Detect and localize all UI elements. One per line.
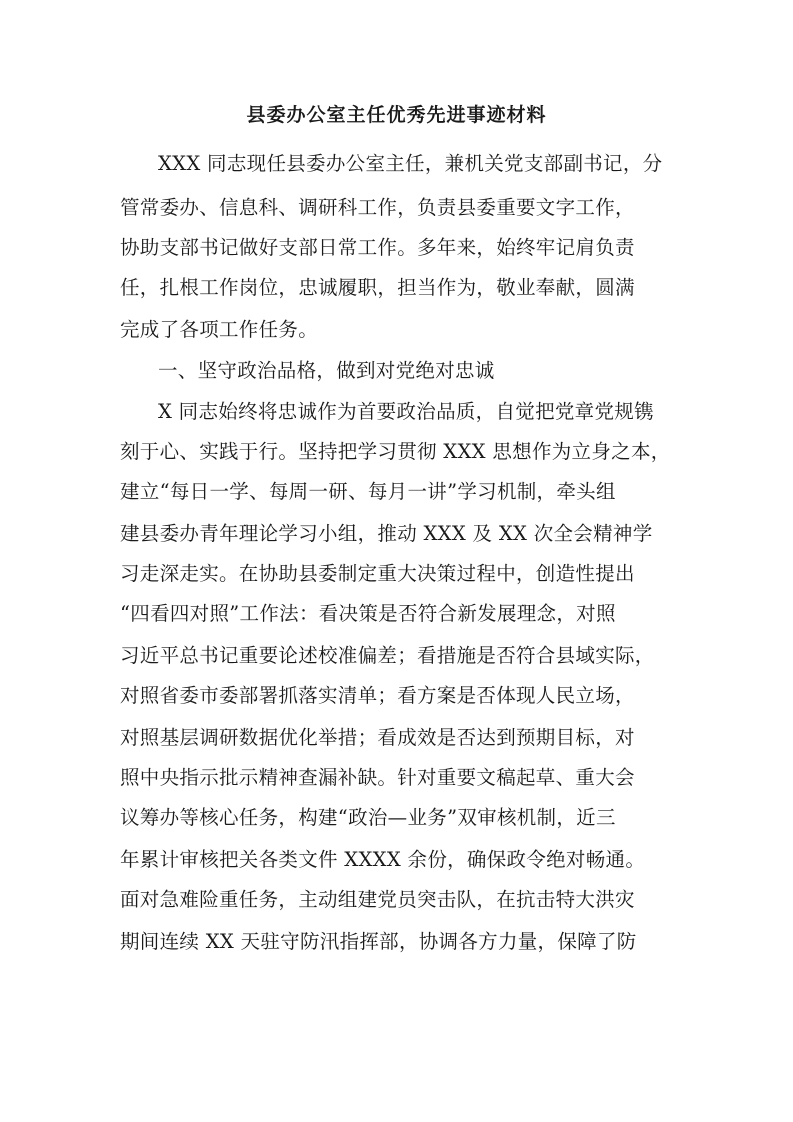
body-line: 习近平总书记重要论述校准偏差；看措施是否符合县域实际，	[120, 644, 655, 667]
body-line: 议筹办等核心任务，构建“政治—业务”双审核机制，近三	[120, 806, 616, 829]
body-line: 完成了各项工作任务。	[120, 318, 319, 341]
body-line: “四看四对照”工作法：看决策是否符合新发展理念，对照	[120, 602, 616, 625]
body-line: 期间连续 XX 天驻守防汛指挥部，协调各方力量，保障了防	[120, 930, 637, 953]
body-line: 刻于心、实践于行。坚持把学习贯彻 XXX 思想作为立身之本，	[120, 440, 671, 463]
body-line: 建县委办青年理论学习小组，推动 XXX 及 XX 次全会精神学	[120, 522, 653, 545]
document-title: 县委办公室主任优秀先进事迹材料	[246, 104, 547, 126]
body-line: 对照基层调研数据优化举措；看成效是否达到预期目标，对	[120, 726, 635, 749]
body-line: 任，扎根工作岗位，忠诚履职，担当作为，敬业奉献，圆满	[120, 276, 635, 299]
body-line: 建立“每日一学、每周一研、每月一讲”学习机制，牵头组	[120, 480, 616, 503]
body-line: 习走深走实。在协助县委制定重大决策过程中，创造性提出	[120, 562, 635, 585]
body-line: 照中央指示批示精神查漏补缺。针对重要文稿起草、重大会	[120, 766, 635, 789]
body-line: 年累计审核把关各类文件 XXXX 余份，确保政令绝对畅通。	[120, 848, 646, 871]
body-line: XXX 同志现任县委办公室主任，兼机关党支部副书记，分	[158, 152, 663, 175]
body-line: X 同志始终将忠诚作为首要政治品质，自觉把党章党规镌	[158, 400, 654, 423]
body-line: 面对急难险重任务，主动组建党员突击队，在抗击特大洪灾	[120, 888, 635, 911]
section-heading: 一、坚守政治品格，做到对党绝对忠诚	[158, 359, 495, 382]
body-line: 对照省委市委部署抓落实清单；看方案是否体现人民立场，	[120, 684, 635, 707]
body-line: 管常委办、信息科、调研科工作，负责县委重要文字工作，	[120, 196, 635, 219]
body-line: 协助支部书记做好支部日常工作。多年来，始终牢记肩负责	[120, 236, 635, 259]
